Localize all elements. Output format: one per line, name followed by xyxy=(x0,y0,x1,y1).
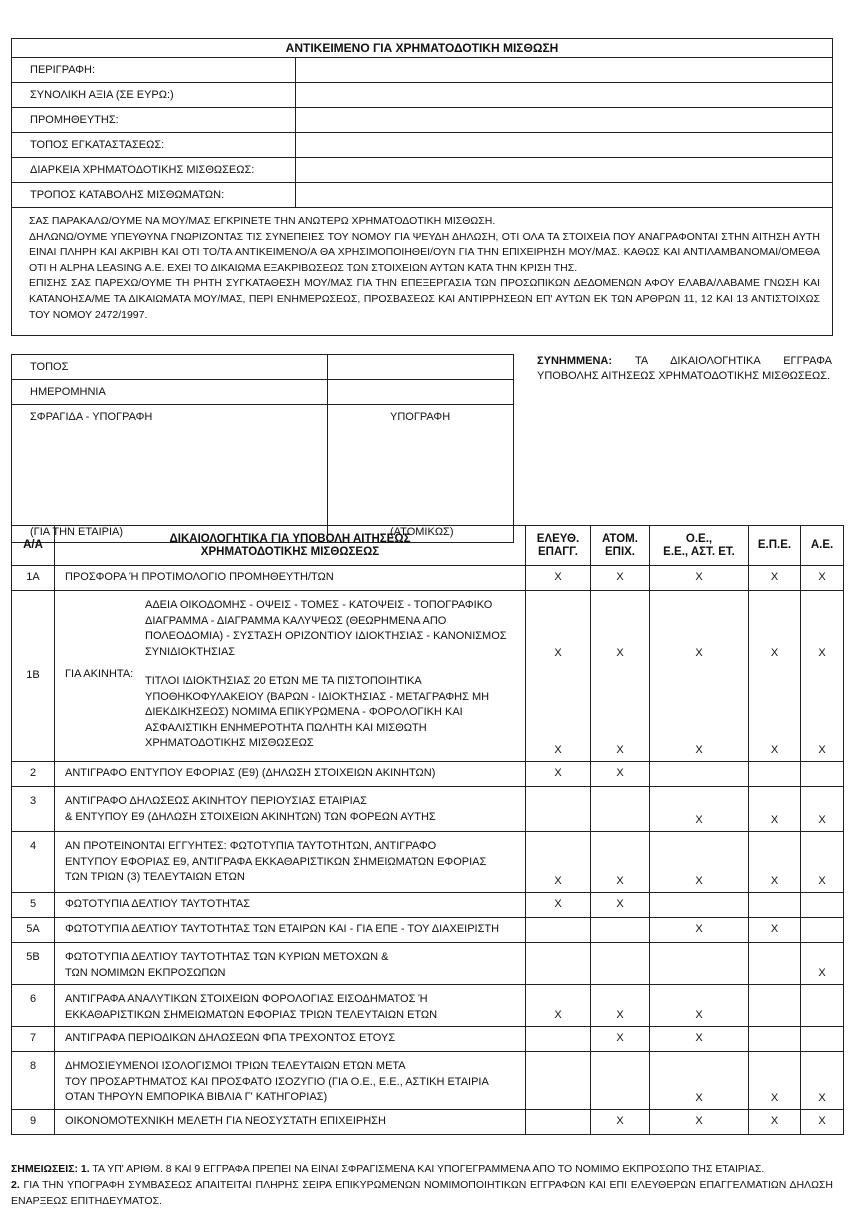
row-mark xyxy=(591,918,650,943)
individual-note: (ΑΤΟΜΙΚΩΣ) xyxy=(390,526,454,538)
row-mark: X xyxy=(616,743,624,756)
object-table xyxy=(11,38,833,336)
row-mark: X xyxy=(801,1110,844,1135)
header-ae: Α.Ε. xyxy=(801,526,844,566)
declaration-paragraph-2: ΔΗΛΩΝΩ/ΟΥΜΕ ΥΠΕΥΘΥΝΑ ΓΝΩΡΙΖΟΝΤΑΣ ΤΙΣ ΣΥΝΕΠΕΙΕΣ ΤΟΥ ΝΟΜΟΥ ΓΙΑ ΨΕΥΔΗ ΔΗΛΩΣΗ, ΟΤΙ ΟΛΑ ΤΑ ΣΤΟΙΧΕΙΑ ΠΟΥ ΑΝΑΓΡΑΦΟΝΤΑΙ ΣΤΗΝ ΑΙΤΗΣΗ ΑΥΤΗ ΕΙΝΑΙ ΠΛΗΡΗ ΚΑΙ ΑΚΡΙΒΗ ΚΑΙ ΟΤΙ ΤΟ/ΤΑ ΑΝΤΙΚΕΙΜΕΝΟ/Α ΘΑ ΧΡΗΣΙΜΟΠΟΙΗΘΕΙ/ΟΥΝ ΓΙΑ ΤΗΝ ΕΠΙΧΕΙΡΗΣΗ ΜΟΥ/ΜΑΣ. ΚΑΘΩΣ ΚΑΙ ΑΝΤΙΛΑΜΒΑΝΟΜΑΙ/ΟΜΕΘΑ ΟΤΙ Η ALPHA LEASING A.E. ΕΧΕΙ ΤΟ ΔΙΚΑΙΩΜΑ ΕΞΑΚΡΙΒΩΣΕΩΣ ΤΩΝ ΣΤΟΙΧΕΙΩΝ ΑΥΤΩΝ ΚΑΤΑ ΤΗΝ ΚΡΙΣΗ ΤΗΣ. xyxy=(29,230,820,274)
row-description-line: ΟΙΚΟΝΟΜΟΤΕΧΝΙΚΗ ΜΕΛΕΤΗ ΓΙΑ ΝΕΟΣΥΣΤΑΤΗ ΕΠΙΧΕΙΡΗΣΗ xyxy=(65,1115,386,1128)
notes xyxy=(11,1161,833,1209)
row-mark xyxy=(749,762,801,787)
table-row xyxy=(12,566,844,591)
row-description-line: ΤΩΝ ΝΟΜΙΜΩΝ ΕΚΠΡΟΣΩΠΩΝ xyxy=(65,966,226,979)
row-mark: X xyxy=(749,1110,801,1135)
signature-table xyxy=(11,354,514,543)
enclosed-label: ΣΥΝΗΜΜΕΝΑ: xyxy=(537,355,613,367)
row-mark-cell xyxy=(749,591,801,762)
duration-field[interactable] xyxy=(296,158,833,183)
row-mark xyxy=(801,1027,844,1052)
documents-header-row xyxy=(12,526,844,566)
description-field[interactable] xyxy=(296,58,833,83)
table-row xyxy=(12,918,844,943)
table-row xyxy=(12,985,844,1027)
real-estate-documents-2: ΤΙΤΛΟΙ ΙΔΙΟΚΤΗΣΙΑΣ 20 ΕΤΩΝ ΜΕ ΤΑ ΠΙΣΤΟΠΟΙΗΤΙΚΑ ΥΠΟΘΗΚΟΦΥΛΑΚΕΙΟΥ (ΒΑΡΩΝ - ΙΔΙΟΚΤΗΣΙΑΣ - ΜΕΤΑΓΡΑΦΗΣ ΜΗ ΔΙΕΚΔΙΚΗΣΕΩΣ) ΝΟΜΙΜΑ ΕΠΙΚΥΡΩΜΕΝΑ - ΦΟΡΟΛΟΓΙΚΗ ΚΑΙ ΑΣΦΑΛΙΣΤΙΚΗ ΕΝΗΜΕΡΟΤΗΤΑ ΠΩΛΗΤΗ ΚΑΙ ΜΙΣΘΩΤΗ ΧΡΗΜΑΤΟΔΟΤΙΚΗΣ ΜΙΣΘΩΣΕΩΣ xyxy=(145,675,490,749)
row-mark xyxy=(801,985,844,1027)
supplier-field[interactable] xyxy=(296,108,833,133)
table-row xyxy=(12,1052,844,1110)
row-mark: X xyxy=(526,985,591,1027)
row-mark xyxy=(749,985,801,1027)
header-epe: Ε.Π.Ε. xyxy=(749,526,801,566)
total-value-field[interactable] xyxy=(296,83,833,108)
row-description xyxy=(55,893,526,918)
row-description-line: ΕΚΚΑΘΑΡΙΣΤΙΚΩΝ ΣΗΜΕΙΩΜΑΤΩΝ ΕΦΟΡΙΑΣ ΤΡΙΩΝ ΤΕΛΕΥΤΑΙΩΝ ΕΤΩΝ xyxy=(65,1008,438,1021)
installation-place-field[interactable] xyxy=(296,133,833,158)
company-signature-box[interactable] xyxy=(12,405,328,543)
row-mark: X xyxy=(650,832,749,893)
row-mark: X xyxy=(554,743,562,756)
note-1-number: 1. xyxy=(80,1163,90,1175)
row-mark xyxy=(526,1110,591,1135)
row-mark: X xyxy=(818,647,826,659)
row-mark: X xyxy=(801,787,844,832)
row-mark: X xyxy=(801,1052,844,1110)
field-row-duration xyxy=(12,158,833,183)
row-description xyxy=(55,832,526,893)
row-mark xyxy=(650,893,749,918)
real-estate-label: ΓΙΑ ΑΚΙΝΗΤΑ: xyxy=(65,668,134,680)
row-mark: X xyxy=(591,985,650,1027)
table-row xyxy=(12,1110,844,1135)
description-label: ΠΕΡΙΓΡΑΦΗ: xyxy=(12,58,296,83)
row-mark: X xyxy=(650,1110,749,1135)
row-description xyxy=(55,762,526,787)
date-label: ΗΜΕΡΟΜΗΝΙΑ xyxy=(12,380,328,405)
row-description-line: ΔΗΜΟΣΙΕΥΜΕΝΟΙ ΙΣΟΛΟΓΙΣΜΟΙ ΤΡΙΩΝ ΤΕΛΕΥΤΑΙΩΝ ΕΤΩΝ ΜΕΤΑ xyxy=(65,1060,406,1072)
table-row xyxy=(12,893,844,918)
declaration-paragraph-3: ΕΠΙΣΗΣ ΣΑΣ ΠΑΡΕΧΩ/ΟΥΜΕ ΤΗ ΡΗΤΗ ΣΥΓΚΑΤΑΘΕΣΗ ΜΟΥ/ΜΑΣ ΓΙΑ ΤΗΝ ΕΠΕΞΕΡΓΑΣΙΑ ΤΩΝ ΠΡΟΣΩΠΙΚΩΝ ΔΕΔΟΜΕΝΩΝ ΑΦΟΥ ΕΛΑΒΑ/ΛΑΒΑΜΕ ΓΝΩΣΗ ΚΑΙ ΚΑΤΑΝΟΗΣΑ/ΜΕ ΤΑ ΔΙΚΑΙΩΜΑΤΑ ΜΟΥ/ΜΑΣ, ΠΕΡΙ ΕΝΗΜΕΡΩΣΕΩΣ, ΠΡΟΣΒΑΣΕΩΣ ΚΑΙ ΑΝΤΙΡΡΗΣΕΩΝ ΕΠ' ΑΥΤΩΝ ΕΚ ΤΩΝ ΑΡΘΡΩΝ 11, 12 ΚΑΙ 13 ΑΝΤΙΣΤΟΙΧΩΣ ΤΟΥ ΝΟΜΟΥ 2472/1997. xyxy=(29,277,820,321)
row-mark xyxy=(526,1052,591,1110)
row-mark xyxy=(591,943,650,985)
row-description-line: ΦΩΤΟΤΥΠΙΑ ΔΕΛΤΙΟΥ ΤΑΥΤΟΤΗΤΑΣ ΤΩΝ ΚΥΡΙΩΝ ΜΕΤΟΧΩΝ & xyxy=(65,951,389,963)
row-number: 5 xyxy=(12,893,55,918)
row-number: 6 xyxy=(12,985,55,1027)
declaration-paragraph-1: ΣΑΣ ΠΑΡΑΚΑΛΩ/ΟΥΜΕ ΝΑ ΜΟΥ/ΜΑΣ ΕΓΚΡΙΝΕΤΕ ΤΗΝ ΑΝΩΤΕΡΩ ΧΡΗΜΑΤΟΔΟΤΙΚΗ ΜΙΣΘΩΣΗ. xyxy=(29,215,496,227)
header-freelancer-line-1: ΕΛΕΥΘ. xyxy=(536,532,580,545)
row-mark xyxy=(801,762,844,787)
header-sole-proprietor-line-2: ΕΠΙΧ. xyxy=(604,545,636,558)
row-mark: X xyxy=(749,832,801,893)
row-mark: X xyxy=(801,566,844,591)
row-mark: X xyxy=(650,787,749,832)
note-1: ΤΑ ΥΠ' ΑΡΙΘΜ. 8 ΚΑΙ 9 ΕΓΓΡΑΦΑ ΠΡΕΠΕΙ ΝΑ ΕΙΝΑΙ ΣΦΡΑΓΙΣΜΕΝΑ ΚΑΙ ΥΠΟΓΕΓΡΑΜΜΕΝΑ ΑΠΟ ΤΟ ΝΟΜΙΜΟ ΕΚΠΡΟΣΩΠΟ ΤΗΣ ΕΤΑΙΡΙΑΣ. xyxy=(92,1163,765,1175)
notes-label: ΣΗΜΕΙΩΣΕΙΣ: xyxy=(11,1163,78,1175)
row-mark: X xyxy=(591,1110,650,1135)
row-mark: X xyxy=(695,647,703,659)
row-number: 5Α xyxy=(12,918,55,943)
table-row-1b xyxy=(12,591,844,762)
header-freelancer xyxy=(526,526,591,566)
header-partnership-line-1: Ο.Ε., xyxy=(685,532,713,545)
row-description-line: ΑΝΤΙΓΡΑΦΑ ΠΕΡΙΟΔΙΚΩΝ ΔΗΛΩΣΕΩΝ ΦΠΑ ΤΡΕΧΟΝΤΟΣ ΕΤΟΥΣ xyxy=(65,1032,396,1045)
row-mark: X xyxy=(650,1052,749,1110)
total-value-label: ΣΥΝΟΛΙΚΗ ΑΞΙΑ (ΣΕ ΕΥΡΩ:) xyxy=(12,83,296,108)
row-mark: X xyxy=(526,762,591,787)
row-mark: X xyxy=(650,566,749,591)
row-description-line: ΕΝΤΥΠΟΥ ΕΦΟΡΙΑΣ Ε9, ΑΝΤΙΓΡΑΦΑ ΕΚΚΑΘΑΡΙΣΤΙΚΩΝ ΣΗΜΕΙΩΜΑΤΩΝ ΕΦΟΡΙΑΣ xyxy=(65,855,487,868)
table-row xyxy=(12,762,844,787)
date-field[interactable] xyxy=(328,380,514,405)
row-number: 2 xyxy=(12,762,55,787)
row-description-line: ΑΝΤΙΓΡΑΦΟ ΔΗΛΩΣΕΩΣ ΑΚΙΝΗΤΟΥ ΠΕΡΙΟΥΣΙΑΣ ΕΤΑΙΡΙΑΣ xyxy=(65,795,367,807)
field-row-total-value xyxy=(12,83,833,108)
row-description-line: ΑΝ ΠΡΟΤΕΙΝΟΝΤΑΙ ΕΓΓΥΗΤΕΣ: ΦΩΤΟΤΥΠΙΑ ΤΑΥΤΟΤΗΤΩΝ, ΑΝΤΙΓΡΑΦΟ xyxy=(65,840,437,852)
row-mark: X xyxy=(526,893,591,918)
row-mark: X xyxy=(650,985,749,1027)
row-description-line: ΟΤΑΝ ΤΗΡΟΥΝ ΕΜΠΟΡΙΚΑ ΒΙΒΛΙΑ Γ' ΚΑΤΗΓΟΡΙΑΣ) xyxy=(65,1091,328,1103)
real-estate-block xyxy=(65,598,517,752)
row-mark xyxy=(650,762,749,787)
row-description-line: ΦΩΤΟΤΥΠΙΑ ΔΕΛΤΙΟΥ ΤΑΥΤΟΤΗΤΑΣ ΤΩΝ ΕΤΑΙΡΩΝ ΚΑΙ - ΓΙΑ ΕΠΕ - ΤΟΥ ΔΙΑΧΕΙΡΙΣΤΗ xyxy=(65,923,500,936)
row-mark xyxy=(801,918,844,943)
row-number: 8 xyxy=(12,1052,55,1110)
row-mark: X xyxy=(616,647,624,659)
row-number: 1Β xyxy=(12,591,55,762)
row-description-line: ΠΡΟΣΦΟΡΑ Ή ΠΡΟΤΙΜΟΛΟΓΙΟ ΠΡΟΜΗΘΕΥΤΗ/ΤΩΝ xyxy=(65,571,334,584)
field-row-description xyxy=(12,58,833,83)
row-mark xyxy=(591,787,650,832)
note-2-number: 2. xyxy=(11,1179,20,1191)
header-partnership xyxy=(650,526,749,566)
company-note: (ΓΙΑ ΤΗΝ ΕΤΑΙΡΙΑ) xyxy=(30,526,124,538)
table-row xyxy=(12,832,844,893)
row-mark xyxy=(749,893,801,918)
field-row-installation-place xyxy=(12,133,833,158)
individual-signature-box[interactable] xyxy=(328,405,514,543)
field-row-payment-method xyxy=(12,183,833,208)
row-number: 1Α xyxy=(12,566,55,591)
note-2: ΓΙΑ ΤΗΝ ΥΠΟΓΡΑΦΗ ΣΥΜΒΑΣΕΩΣ ΑΠΑΙΤΕΙΤΑΙ ΠΛΗΡΗΣ ΣΕΙΡΑ ΕΠΙΚΥΡΩΜΕΝΩΝ ΝΟΜΙΜΟΠΟΙΗΤΙΚΩΝ ΕΓΓΡΑΦΩΝ ΚΑΙ ΕΠΙ ΕΛΕΥΘΕΡΩΝ ΕΠΑΓΓΕΛΜΑΤΙΩΝ ΔΗΛΩΣΗ ΕΝΑΡΞΕΩΣ ΕΠΙΤΗΔΕΥΜΑΤΟΣ. xyxy=(11,1179,833,1207)
object-table-title: ΑΝΤΙΚΕΙΜΕΝΟ ΓΙΑ ΧΡΗΜΑΤΟΔΟΤΙΚΗ ΜΙΣΘΩΣΗ xyxy=(12,39,833,58)
row-mark: X xyxy=(770,647,779,659)
row-mark xyxy=(526,1027,591,1052)
payment-method-label: ΤΡΟΠΟΣ ΚΑΤΑΒΟΛΗΣ ΜΙΣΘΩΜΑΤΩΝ: xyxy=(12,183,296,208)
row-mark: X xyxy=(801,943,844,985)
place-field[interactable] xyxy=(328,355,514,380)
table-row xyxy=(12,787,844,832)
table-row xyxy=(12,943,844,985)
row-mark xyxy=(526,918,591,943)
row-mark: X xyxy=(591,893,650,918)
row-description xyxy=(55,918,526,943)
row-mark: X xyxy=(591,1027,650,1052)
row-mark-cell xyxy=(591,591,650,762)
row-description-line: & ΕΝΤΥΠΟΥ Ε9 (ΔΗΛΩΣΗ ΣΤΟΙΧΕΙΩΝ ΑΚΙΝΗΤΩΝ) ΤΩΝ ΦΟΡΕΩΝ ΑΥΤΗΣ xyxy=(65,810,436,823)
header-sole-proprietor-line-1: ΑΤΟΜ. xyxy=(602,532,638,545)
row-mark: X xyxy=(526,832,591,893)
duration-label: ΔΙΑΡΚΕΙΑ ΧΡΗΜΑΤΟΔΟΤΙΚΗΣ ΜΙΣΘΩΣΕΩΣ: xyxy=(12,158,296,183)
row-description xyxy=(55,1027,526,1052)
header-aa: Α/Α xyxy=(12,526,55,566)
signature-label: ΥΠΟΓΡΑΦΗ xyxy=(390,411,451,423)
row-mark xyxy=(650,943,749,985)
row-number: 7 xyxy=(12,1027,55,1052)
header-sole-proprietor xyxy=(591,526,650,566)
row-mark: X xyxy=(749,787,801,832)
row-description xyxy=(55,787,526,832)
row-mark: X xyxy=(526,566,591,591)
field-row-supplier xyxy=(12,108,833,133)
documents-body xyxy=(12,566,844,1135)
row-mark xyxy=(801,893,844,918)
row-description xyxy=(55,1110,526,1135)
row-mark: X xyxy=(591,762,650,787)
row-description-line: ΑΝΤΙΓΡΑΦΟ ΕΝΤΥΠΟΥ ΕΦΟΡΙΑΣ (Ε9) (ΔΗΛΩΣΗ ΣΤΟΙΧΕΙΩΝ ΑΚΙΝΗΤΩΝ) xyxy=(65,767,436,780)
declaration-text xyxy=(12,208,833,336)
row-description xyxy=(55,943,526,985)
row-mark-cell xyxy=(526,591,591,762)
payment-method-field[interactable] xyxy=(296,183,833,208)
row-mark xyxy=(749,1027,801,1052)
header-description-line-1: ΔΙΚΑΙΟΛΟΓΗΤΙΚΑ ΓΙΑ ΥΠΟΒΟΛΗ ΑΙΤΗΣΕΩΣ xyxy=(169,532,411,545)
header-freelancer-line-2: ΕΠΑΓΓ. xyxy=(537,545,579,558)
row-description xyxy=(55,985,526,1027)
row-description-line: ΑΝΤΙΓΡΑΦΑ ΑΝΑΛΥΤΙΚΩΝ ΣΤΟΙΧΕΙΩΝ ΦΟΡΟΛΟΓΙΑΣ ΕΙΣΟΔΗΜΑΤΟΣ Ή xyxy=(65,993,428,1005)
table-row xyxy=(12,1027,844,1052)
row-description-line: ΤΟΥ ΠΡΟΣΑΡΤΗΜΑΤΟΣ ΚΑΙ ΠΡΟΣΦΑΤΟ ΙΣΟΖΥΓΙΟ (ΓΙΑ Ο.Ε., Ε.Ε., ΑΣΤΙΚΗ ΕΤΑΙΡΙΑ xyxy=(65,1075,489,1088)
row-number: 4 xyxy=(12,832,55,893)
enclosed-note xyxy=(537,354,832,384)
row-mark: X xyxy=(801,832,844,893)
row-mark: X xyxy=(749,1052,801,1110)
stamp-signature-label: ΣΦΡΑΓΙΔΑ - ΥΠΟΓΡΑΦΗ xyxy=(30,411,153,423)
real-estate-documents-1: ΑΔΕΙΑ ΟΙΚΟΔΟΜΗΣ - ΟΨΕΙΣ - ΤΟΜΕΣ - ΚΑΤΟΨΕΙΣ - ΤΟΠΟΓΡΑΦΙΚΟ ΔΙΑΓΡΑΜΜΑ - ΔΙΑΓΡΑΜΜΑ ΚΑΛΥΨΕΩΣ (ΘΕΩΡΗΜΕΝΑ ΑΠΟ ΠΟΛΕΟΔΟΜΙΑ) - ΣΥΣΤΑΣΗ ΟΡΙΖΟΝΤΙΟΥ ΙΔΙΟΚΤΗΣΙΑΣ - ΚΑΝΟΝΙΣΜΟΣ ΣΥΝΙΔΙΟΚΤΗΣΙΑΣ xyxy=(145,599,507,658)
row-mark: X xyxy=(554,647,562,659)
header-partnership-line-2: Ε.Ε., ΑΣΤ. ΕΤ. xyxy=(663,545,735,558)
row-description xyxy=(55,566,526,591)
row-description xyxy=(55,1052,526,1110)
installation-place-label: ΤΟΠΟΣ ΕΓΚΑΤΑΣΤΑΣΕΩΣ: xyxy=(12,133,296,158)
row-description-line: ΤΩΝ ΤΡΙΩΝ (3) ΤΕΛΕΥΤΑΙΩΝ ΕΤΩΝ xyxy=(65,871,245,883)
row-mark xyxy=(526,943,591,985)
real-estate-documents xyxy=(145,598,517,752)
row-mark: X xyxy=(591,566,650,591)
row-mark: X xyxy=(749,566,801,591)
row-mark xyxy=(526,787,591,832)
row-mark: X xyxy=(650,918,749,943)
place-label: ΤΟΠΟΣ xyxy=(12,355,328,380)
supplier-label: ΠΡΟΜΗΘΕΥΤΗΣ: xyxy=(12,108,296,133)
row-mark xyxy=(749,943,801,985)
row-number: 9 xyxy=(12,1110,55,1135)
row-mark: X xyxy=(818,743,826,756)
row-number: 5Β xyxy=(12,943,55,985)
row-mark: X xyxy=(695,743,703,756)
header-description xyxy=(55,526,526,566)
enclosed-text: ΤΑ ΔΙΚΑΙΟΛΟΓΗΤΙΚΑ ΕΓΓΡΑΦΑ ΥΠΟΒΟΛΗΣ ΑΙΤΗΣΕΩΣ ΧΡΗΜΑΤΟΔΟΤΙΚΗΣ ΜΙΣΘΩΣΕΩΣ. xyxy=(537,355,832,382)
row-mark: X xyxy=(591,832,650,893)
row-mark: X xyxy=(650,1027,749,1052)
row-mark xyxy=(591,1052,650,1110)
documents-table xyxy=(11,525,844,1135)
row-mark: X xyxy=(749,918,801,943)
row-mark-cell xyxy=(650,591,749,762)
row-description-line: ΦΩΤΟΤΥΠΙΑ ΔΕΛΤΙΟΥ ΤΑΥΤΟΤΗΤΑΣ xyxy=(65,898,251,911)
row-mark: X xyxy=(770,743,779,756)
row-number: 3 xyxy=(12,787,55,832)
row-description xyxy=(55,591,526,762)
header-description-line-2: ΧΡΗΜΑΤΟΔΟΤΙΚΗΣ ΜΙΣΘΩΣΕΩΣ xyxy=(200,545,380,558)
row-mark-cell xyxy=(801,591,844,762)
